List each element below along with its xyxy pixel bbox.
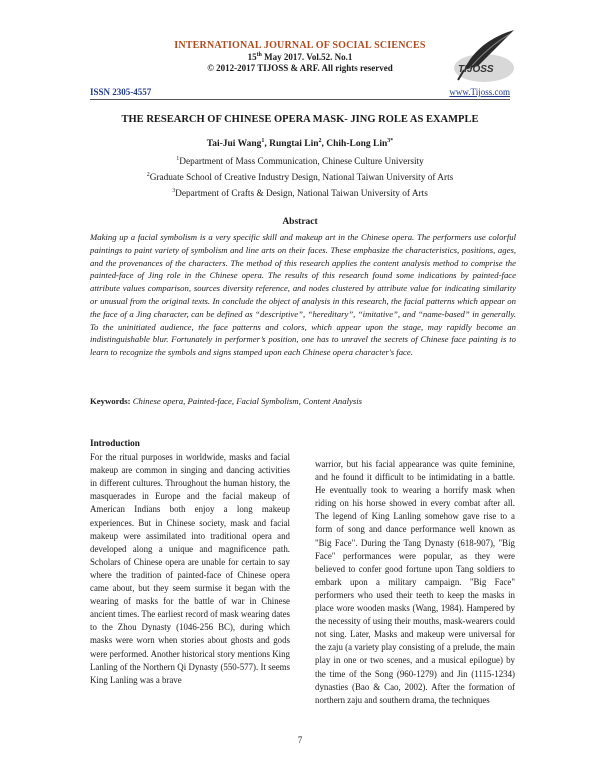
journal-name: INTERNATIONAL JOURNAL OF SOCIAL SCIENCES: [174, 40, 426, 51]
keywords-line: [90, 396, 516, 406]
issue-day-suffix: th: [256, 52, 262, 58]
keywords-label: Keywords:: [90, 396, 131, 406]
affiliation: [0, 169, 600, 185]
affiliation-text: Department of Crafts & Design, National Taiwan University of Arts: [175, 189, 428, 200]
quill-pen-icon: [444, 28, 516, 86]
affiliations: [0, 153, 600, 201]
page-number: 7: [297, 735, 303, 745]
affiliation: [0, 153, 600, 169]
body-paragraph: For the ritual purposes in worldwide, masks and facial makeup are common in singing and dancing activities in different cultures. Throughout the human history, the masquerades in Europe and the facial makeup of American Indians both enjoy a long makeup experiences. But in Chinese society, mask and facial makeup were assimilated into traditional opera and developed along a unique and magnificence path. Scholars of Chinese opera are unable for certain to say where the tradition of painted-face of Chinese opera came about, but they seem surmise it began with the wearing of masks for the battle of war in Chinese ancient times. The earliest record of mask wearing dates to the Zhou Dynasty (1046-256 BC), during which masks were worn when stories about ghosts and gods were performed. Another historical story mentions King Lanling of the Northern Qi Dynasty (550-577). It seems King Lanling was a brave: [90, 452, 290, 685]
meta-bar: [90, 87, 510, 101]
copyright-line: © 2012-2017 TIJOSS & ARF. All rights reserved: [207, 63, 393, 73]
keywords-list: Chinese opera, Painted-face, Facial Symbolism, Content Analysis: [132, 396, 363, 406]
affiliation: [0, 185, 600, 201]
affiliation-text: Graduate School of Creative Industry Design, National Taiwan University of Arts: [149, 173, 454, 184]
journal-logo: [444, 28, 516, 86]
logo-text: TIJOSS: [458, 64, 494, 75]
author-name: Tai-Jui Wang: [206, 139, 262, 150]
introduction-heading: Introduction: [90, 438, 140, 448]
affiliation-text: Department of Mass Communication, Chinese Culture University: [179, 157, 424, 168]
issue-rest: May 2017. Vol.52. No.1: [261, 52, 353, 62]
affiliation-mark: 3: [172, 188, 176, 195]
header-divider: [90, 99, 510, 100]
body-paragraph: warrior, but his facial appearance was quite feminine, and he found it difficult to be intimidating in a battle. He eventually took to wearing a horrify mask when riding on his horse showed in every combat after all. The legend of King Lanling somehow gave rise to a form of song and dance performance well known as "Big Face". During the Tang Dynasty (618-907), "Big Face" performances were popular, as they were believed to confer good fortune upon Tang soldiers to embark upon a military campaign. "Big Face" performers who used their teeth to keep the masks in place wore wooden masks (Wang, 1984). Hampered by the necessity of using their mouths, mask-wearers could not sing. Later, Masks and makeup were universal for the zaju (a variety play consisting of a prelude, the main play in one or two scenes, and a musical epilogue) by the time of the Song (960-1279) and Jin (1115-1234) dynasties (Bao & Cao, 2002). After the formation of northern zaju and southern drama, the techniques: [315, 459, 515, 705]
affiliation-mark: 2: [146, 172, 150, 179]
author-mark: 2: [318, 138, 322, 144]
abstract-heading: Abstract: [282, 217, 318, 227]
author-name: Rungtai Lin: [269, 139, 319, 150]
body-column-right: [315, 458, 515, 707]
website-link[interactable]: www.Tijoss.com: [449, 87, 510, 97]
issue-day: 15: [247, 52, 257, 62]
author-line: Tai-Jui Wang$^1$, Rungtai Lin$^2$, Chih-Long Lin$^{3*}$: [206, 138, 394, 150]
author-mark: 3*: [387, 138, 394, 144]
author-name: Chih-Long Lin: [326, 139, 388, 150]
issn-label: ISSN 2305-4557: [90, 87, 152, 97]
author-mark: 1: [261, 138, 265, 144]
body-column-left: [90, 437, 290, 687]
affiliation-mark: 1: [176, 156, 180, 162]
paper-title: THE RESEARCH OF CHINESE OPERA MASK- JING ROLE AS EXAMPLE: [121, 114, 479, 125]
abstract-body: Making up a facial symbolism is a very specific skill and makeup art in the Chinese opera. The performers use colorful paintings to paint variety of symbolism and line arts on their faces. These emphasize the characteristics, positions, ages, and the provenances of the characters. The method of this research applies the content analysis method to comprise the painted-face of Jing role in the Chinese opera. The results of this research found some indications by painted-face attribute values comparison, sources diversity reference, and nodes clustered by attribute value for indicating similarity or unusual from the original texts. In conclude the object of analysis in this research, the facial patterns which appear on the face of a Jing character, can be defined as “descriptive”, “hereditary”, “imitative”, and “name-based” in generally. To the uninitiated audience, the face patterns and colors, which appear upon the stage, may rapidly become an indistinguishable blur. Fortunately in performer’s position, one has to unravel the secrets of Chinese face painting is to learn to recognize the symbols and signs stamped upon each Chinese opera character's face.: [90, 232, 516, 358]
